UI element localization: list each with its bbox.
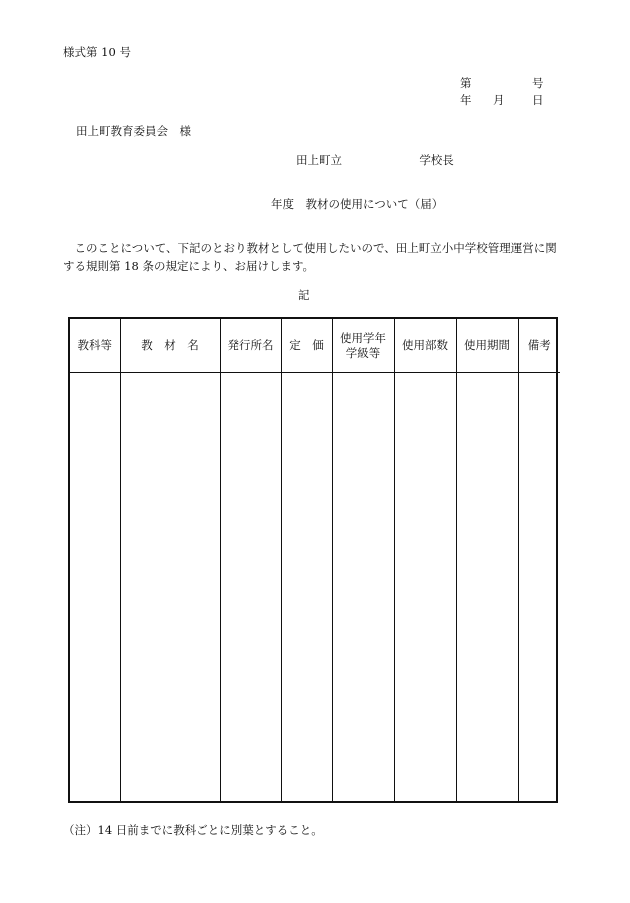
reference-go: 号 xyxy=(532,76,544,90)
header-copies: 使用部数 xyxy=(394,319,456,373)
date-year: 年 xyxy=(460,93,472,107)
header-grade-class: 使用学年 学級等 xyxy=(332,319,394,373)
cell-subject[interactable] xyxy=(70,373,120,802)
body-text: このことについて、下記のとおり教材として使用したいので、田上町立小中学校管理運営に関する規則第 18 条の規定により、お届けします。 xyxy=(63,241,557,273)
table-header-row xyxy=(70,319,560,373)
cell-material-name[interactable] xyxy=(120,373,220,802)
header-material-name: 教 材 名 xyxy=(120,319,220,373)
cell-grade-class[interactable] xyxy=(332,373,394,802)
header-publisher: 発行所名 xyxy=(220,319,281,373)
form-number: 様式第 10 号 xyxy=(63,45,131,59)
reference-dai: 第 xyxy=(460,76,472,90)
document-title: 年度 教材の使用について（届） xyxy=(271,197,444,211)
materials-table xyxy=(68,317,558,803)
sender-principal: 学校長 xyxy=(419,153,454,167)
header-period: 使用期間 xyxy=(456,319,518,373)
cell-price[interactable] xyxy=(281,373,332,802)
cell-copies[interactable] xyxy=(394,373,456,802)
sender-town: 田上町立 xyxy=(296,153,342,167)
date-day: 日 xyxy=(532,93,544,107)
footnote: （注）14 日前までに教科ごとに別葉とすること。 xyxy=(63,823,323,837)
cell-publisher[interactable] xyxy=(220,373,281,802)
header-price: 定 価 xyxy=(281,319,332,373)
sender-line xyxy=(296,152,454,168)
date-month: 月 xyxy=(493,93,505,107)
cell-remarks[interactable] xyxy=(518,373,560,802)
header-subject: 教科等 xyxy=(70,319,120,373)
addressee: 田上町教育委員会 様 xyxy=(76,124,191,138)
header-remarks: 備考 xyxy=(518,319,560,373)
table-body-row xyxy=(70,373,560,802)
cell-period[interactable] xyxy=(456,373,518,802)
ki-heading: 記 xyxy=(298,288,310,302)
